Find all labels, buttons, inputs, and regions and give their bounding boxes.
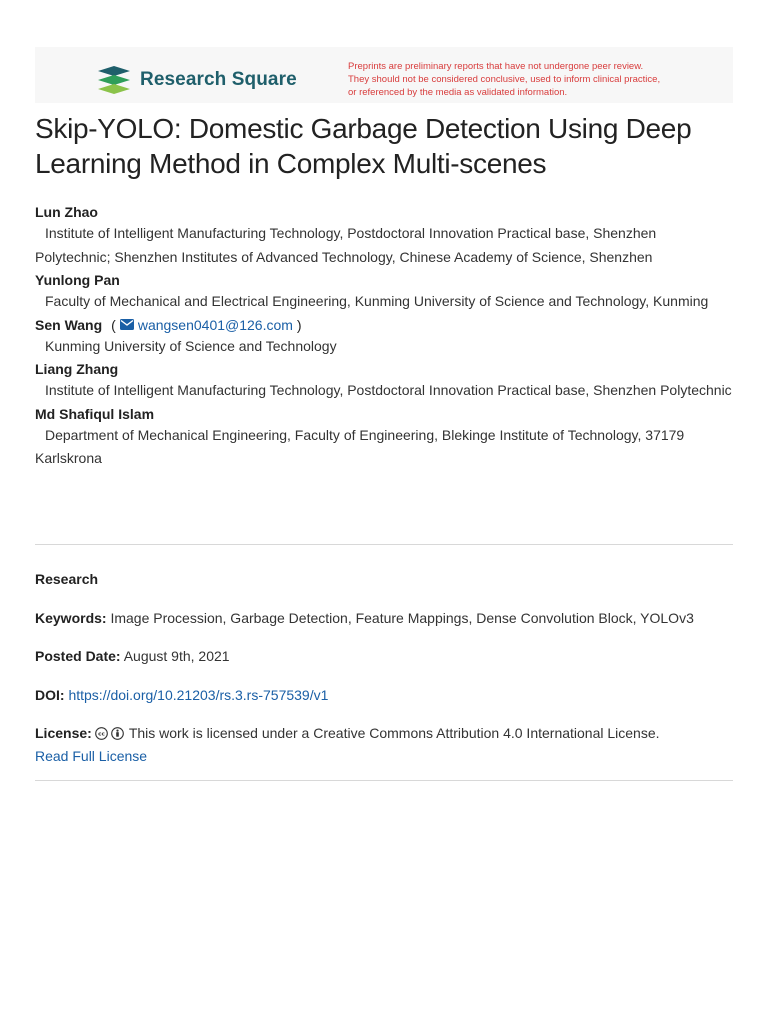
doi-label: DOI: (35, 687, 65, 703)
paper-title: Skip-YOLO: Domestic Garbage Detection Using Deep Learning Method in Complex Multi-scenes (35, 113, 692, 179)
posted-date-label: Posted Date: (35, 648, 121, 664)
email-address: wangsen0401@126.com (137, 316, 293, 333)
license-label: License: (35, 725, 92, 741)
disclaimer-line: or referenced by the media as validated information. (348, 87, 568, 98)
author-affiliation: Kunming University of Science and Technology (45, 337, 337, 354)
article-type-label: Research (35, 571, 99, 587)
license-text: This work is licensed under a Creative Commons Attribution 4.0 International License. (128, 725, 660, 741)
doi-link[interactable]: https://doi.org/10.21203/rs.3.rs-757539/v1 (68, 687, 329, 703)
divider (35, 544, 733, 545)
cc-icon (95, 727, 108, 740)
keywords-label: Keywords: (35, 610, 107, 626)
author-affiliation: Institute of Intelligent Manufacturing Technology, Postdoctoral Innovation Practical base, Shenzhen Polytechnic (45, 382, 732, 398)
svg-text:cc: cc (97, 731, 105, 738)
cc-by-icon (111, 727, 124, 740)
author-name: Md Shafiqul Islam (35, 405, 155, 422)
keywords (35, 607, 735, 630)
cc-license-icons (95, 727, 127, 740)
disclaimer-line: They should not be considered conclusive, used to inform clinical practice, (348, 74, 661, 85)
read-full-license-link[interactable]: Read Full License (35, 748, 148, 764)
author-name: Liang Zhang (35, 361, 119, 377)
corresponding-author (35, 315, 735, 335)
posted-date-value: August 9th, 2021 (123, 648, 230, 664)
disclaimer-line: Preprints are preliminary reports that have not undergone peer review. (348, 61, 644, 72)
research-square-logo-icon (95, 65, 133, 95)
logo-text: Research Square (140, 69, 297, 90)
doi (35, 684, 735, 707)
author-name: Lun Zhao (35, 204, 98, 220)
posted-date (35, 645, 735, 668)
preprint-disclaimer (348, 60, 660, 99)
preprint-banner (35, 47, 733, 103)
license (35, 722, 735, 768)
author-name: Yunlong Pan (35, 272, 120, 288)
divider (35, 780, 733, 781)
author-affiliation: Faculty of Mechanical and Electrical Engineering, Kunming University of Science and Technology, Kunming (45, 293, 709, 309)
envelope-icon (120, 319, 134, 330)
author-email (111, 315, 301, 335)
author-list (35, 202, 735, 472)
research-square-logo[interactable] (95, 65, 297, 95)
author-affiliation: Department of Mechanical Engineering, Faculty of Engineering, Blekinge Institute of Technology, 37179 Karlskrona (35, 426, 685, 466)
author-name: Sen Wang (35, 316, 103, 333)
author-email-link[interactable] (116, 315, 293, 335)
article-type (35, 568, 735, 591)
keywords-value: Image Procession, Garbage Detection, Feature Mappings, Dense Convolution Block, YOLOv3 (110, 610, 694, 626)
author-affiliation: Institute of Intelligent Manufacturing Technology, Postdoctoral Innovation Practical base, Shenzhen Polytechnic; Shenzhen Institutes of Advanced Technology, Chinese Academy of Science, Shenzhen (35, 225, 657, 265)
email-open-paren: ( (111, 316, 116, 333)
email-close-paren: ) (296, 316, 302, 333)
